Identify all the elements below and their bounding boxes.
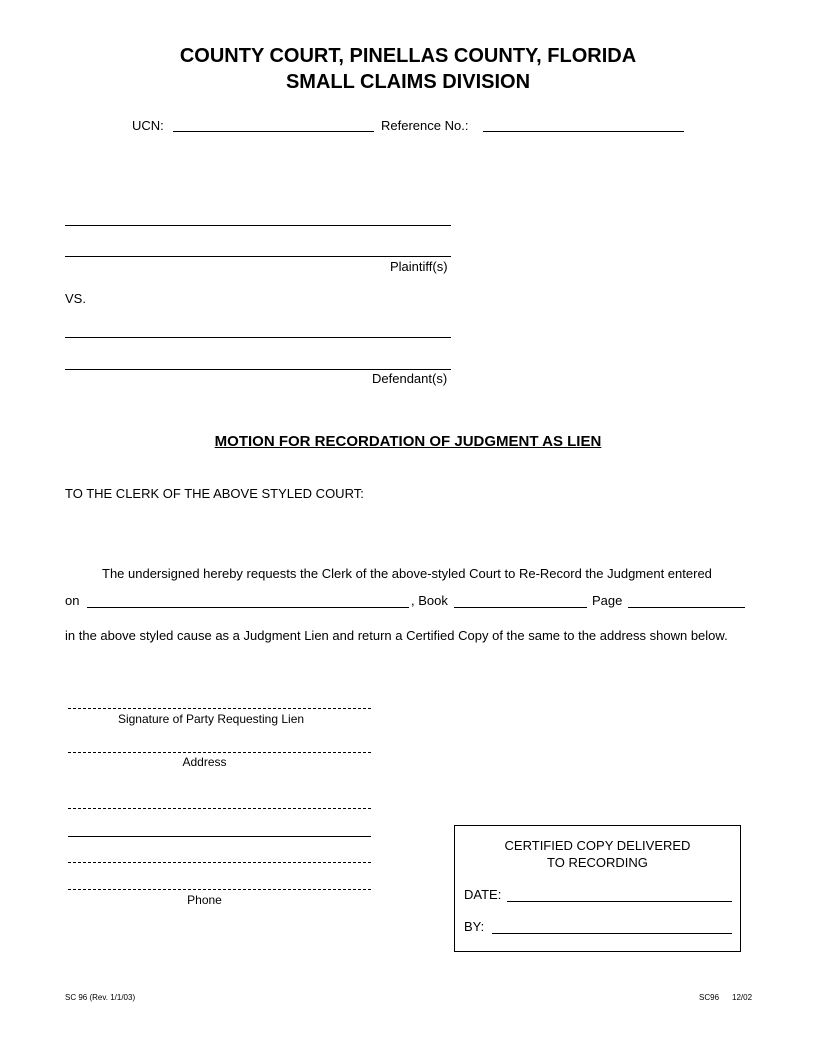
date-label: DATE: (464, 887, 502, 902)
book-label: , Book (411, 593, 448, 608)
by-label: BY: (464, 919, 485, 934)
form-code: SC96 (699, 993, 720, 1002)
clerk-box-heading-2: TO RECORDING (547, 855, 648, 870)
address-label: Address (182, 755, 227, 769)
plaintiff-line-2[interactable] (65, 256, 451, 257)
judgment-date-field[interactable] (87, 607, 409, 608)
signature-label: Signature of Party Requesting Lien (117, 712, 305, 726)
body-line-1: The undersigned hereby requests the Clerk of the above-styled Court to Re-Record the Judgment entered (102, 566, 712, 581)
reference-label: Reference No.: (381, 118, 469, 133)
page-label: Page (592, 593, 623, 608)
body-line-3: in the above styled cause as a Judgment Lien and return a Certified Copy of the same to the address shown below. (65, 628, 728, 643)
clerk-recording-box (454, 825, 741, 952)
motion-title: MOTION FOR RECORDATION OF JUDGMENT AS LIEN (214, 433, 602, 450)
form-date: 12/02 (732, 993, 753, 1002)
by-field[interactable] (492, 933, 732, 934)
address-line-2[interactable] (68, 808, 371, 809)
phone-line[interactable] (68, 889, 371, 890)
form-id: SC 96 (Rev. 1/1/03) (65, 993, 136, 1002)
plaintiff-line-1[interactable] (65, 225, 451, 226)
phone-label: Phone (187, 893, 222, 907)
division-title: SMALL CLAIMS DIVISION (285, 71, 531, 93)
court-title: COUNTY COURT, PINELLAS COUNTY, FLORIDA (179, 45, 637, 67)
salutation: TO THE CLERK OF THE ABOVE STYLED COURT: (65, 486, 364, 501)
ucn-label: UCN: (132, 118, 164, 133)
page-field[interactable] (628, 607, 745, 608)
book-field[interactable] (454, 607, 587, 608)
address-line-4[interactable] (68, 862, 371, 863)
reference-field[interactable] (483, 131, 684, 132)
defendant-line-1[interactable] (65, 337, 451, 338)
address-line-3[interactable] (68, 836, 371, 837)
clerk-box-heading-1: CERTIFIED COPY DELIVERED (504, 838, 691, 853)
on-label: on (65, 593, 80, 608)
defendant-label: Defendant(s) (372, 371, 448, 386)
date-field[interactable] (507, 901, 732, 902)
address-line-1[interactable] (68, 752, 371, 753)
signature-line[interactable] (68, 708, 371, 709)
versus-label: VS. (65, 291, 86, 306)
defendant-line-2[interactable] (65, 369, 451, 370)
ucn-field[interactable] (173, 131, 374, 132)
plaintiff-label: Plaintiff(s) (390, 259, 448, 274)
